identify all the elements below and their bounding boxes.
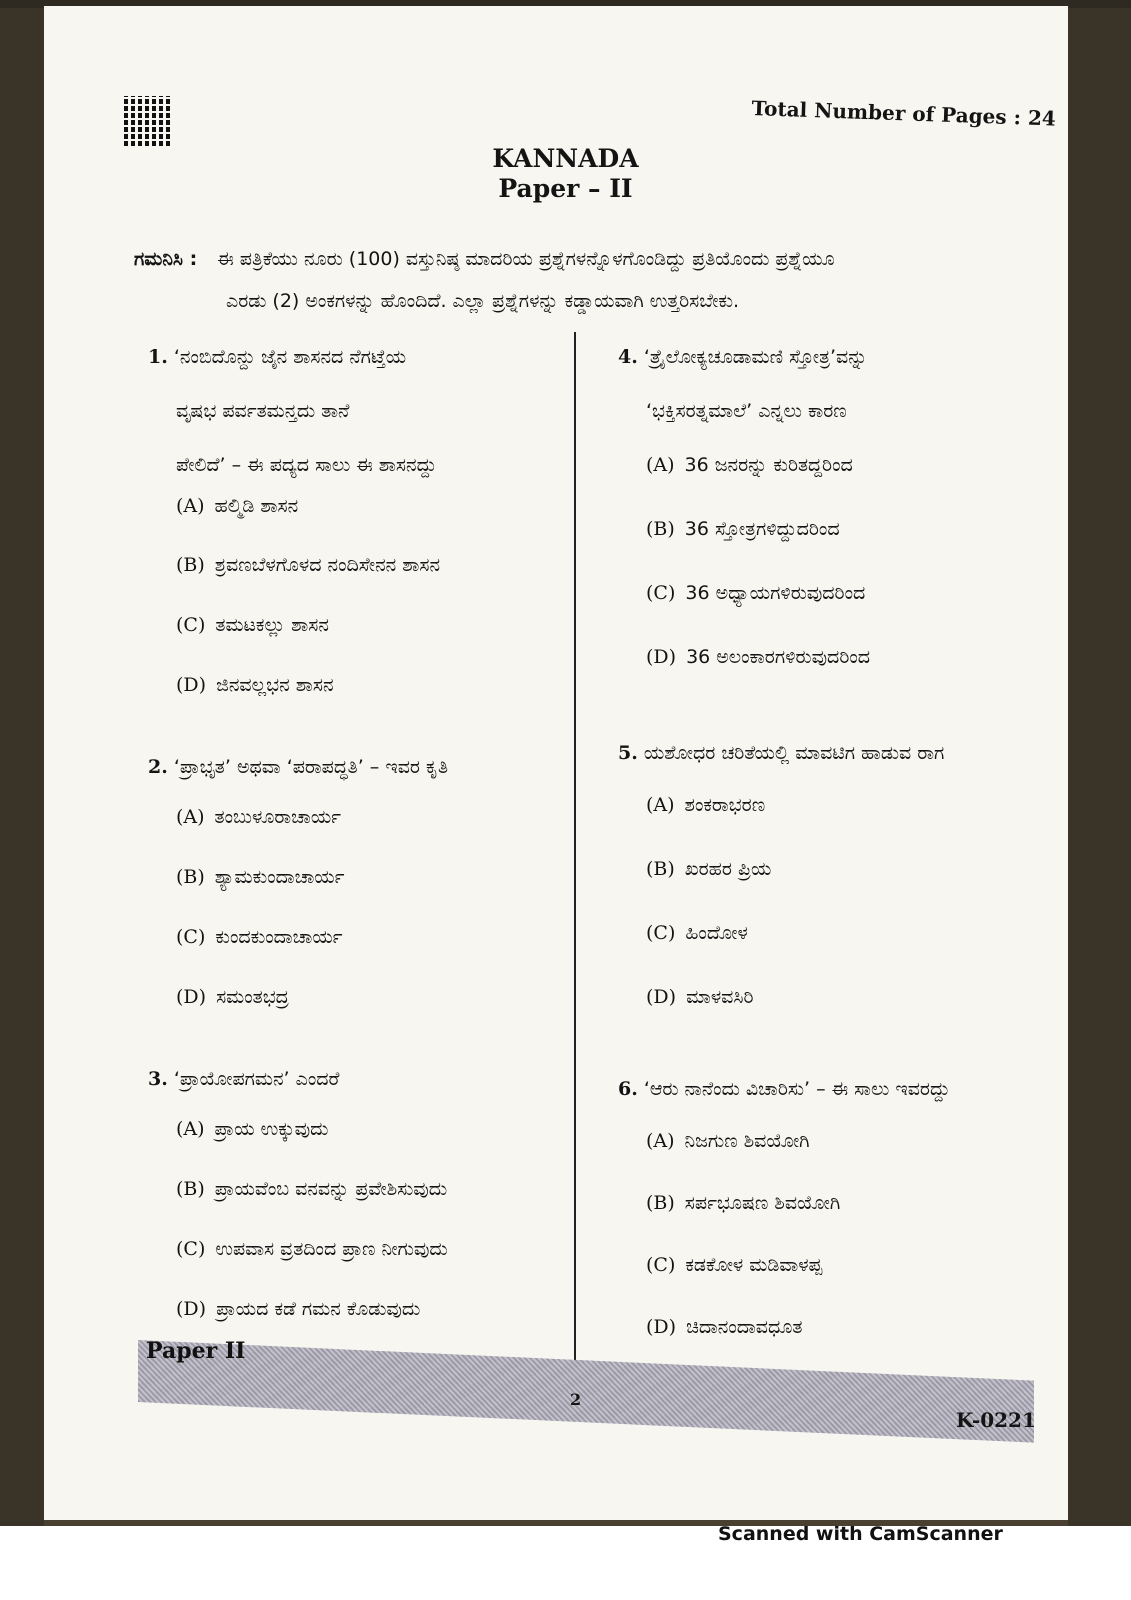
option-text: ಶ್ರವಣಬೆಳಗೊಳದ ನಂದಿಸೇನನ ಶಾಸನ [214, 554, 441, 576]
option-text: ಮಾಳವಸಿರಿ [686, 986, 754, 1008]
option-text: ಜಿನವಲ್ಲಭನ ಶಾಸನ [216, 674, 334, 696]
option-letter: (A) [176, 1118, 205, 1140]
option-letter: (C) [176, 1238, 206, 1260]
option-letter: (D) [646, 1316, 677, 1338]
question-line: ಯಶೋಧರ ಚರಿತೆಯಲ್ಲಿ ಮಾವಟಿಗ ಹಾಡುವ ರಾಗ [643, 742, 945, 764]
question-text [618, 1062, 1048, 1116]
option-text: ಪ್ರಾಯದ ಕಡೆ ಗಮನ ಕೊಡುವುದು [216, 1298, 421, 1320]
page-number: 2 [570, 1390, 582, 1409]
option-text: ಖರಹರ ಪ್ರಿಯ [684, 858, 772, 880]
option-c[interactable] [646, 1254, 822, 1276]
option-c[interactable] [646, 922, 748, 944]
option-text: ಶಂಕರಾಭರಣ [684, 794, 766, 816]
barcode-icon [124, 96, 170, 146]
question-line: ವೃಷಭ ಪರ್ವತಮನ್ತದು ತಾನೆ [176, 400, 350, 422]
question-1 [148, 330, 558, 696]
option-letter: (A) [646, 1130, 675, 1152]
option-letter: (B) [646, 1192, 675, 1214]
option-c[interactable] [646, 582, 865, 604]
option-d[interactable] [646, 986, 753, 1008]
option-letter: (C) [646, 1254, 676, 1276]
paper-title: Paper – II [498, 174, 633, 203]
option-text: 36 ಅಧ್ಯಾಯಗಳಿರುವುದರಿಂದ [685, 582, 866, 604]
option-text: ಚಿದಾನಂದಾವಧೂತ [686, 1316, 803, 1338]
option-letter: (A) [176, 495, 205, 517]
option-text: 36 ಸ್ತೋತ್ರಗಳಿದ್ದುದರಿಂದ [684, 518, 840, 540]
instructions-line-1: ಈ ಪತ್ರಿಕೆಯು ನೂರು (100) ವಸ್ತುನಿಷ್ಠ ಮಾದರಿಯ ಪ್ರಶ್ನೆಗಳನ್ನೊಳಗೊಂಡಿದ್ದು ಪ್ರತಿಯೊಂದು ಪ್ರಶ್ನೆಯೂ [217, 248, 835, 270]
option-a[interactable] [176, 1118, 328, 1140]
option-text: ತಂಬುಳೂರಾಚಾರ್ಯ [214, 806, 342, 828]
option-letter: (D) [646, 646, 677, 668]
option-letter: (D) [646, 986, 677, 1008]
option-text: ಸಮಂತಭದ್ರ [216, 986, 289, 1008]
option-d[interactable] [176, 986, 289, 1008]
question-2 [148, 740, 558, 1008]
question-line: ‘ಪ್ರಾಯೋಪಗಮನ’ ಎಂದರೆ [173, 1068, 340, 1090]
question-6 [618, 1062, 1048, 1338]
option-a[interactable] [176, 495, 298, 517]
footer-paper-label: Paper II [146, 1338, 246, 1364]
option-text: ಉಪವಾಸ ವ್ರತದಿಂದ ಪ್ರಾಣ ನೀಗುವುದು [215, 1238, 448, 1260]
option-b[interactable] [646, 1192, 840, 1214]
option-letter: (C) [646, 582, 676, 604]
option-b[interactable] [176, 554, 440, 576]
paper-code: K-0221 [956, 1408, 1036, 1432]
option-b[interactable] [176, 1178, 447, 1200]
option-letter: (B) [176, 1178, 205, 1200]
option-text: ಕುಂದಕುಂದಾಚಾರ್ಯ [215, 926, 343, 948]
option-letter: (A) [646, 454, 675, 476]
option-letter: (C) [176, 614, 206, 636]
option-letter: (A) [646, 794, 675, 816]
option-d[interactable] [176, 674, 334, 696]
question-line: ‘ನಂಬಿದೊನ್ದು ಜೈನ ಶಾಸನದ ನೆಗಟ್ತೆಯ [173, 346, 407, 368]
option-letter: (D) [176, 674, 207, 696]
option-a[interactable] [176, 806, 341, 828]
option-letter: (C) [176, 926, 206, 948]
question-number: 6. [618, 1078, 638, 1100]
option-a[interactable] [646, 1130, 810, 1152]
instructions-line-2: ಎರಡು (2) ಅಂಕಗಳನ್ನು ಹೊಂದಿದೆ. ಎಲ್ಲಾ ಪ್ರಶ್ನೆಗಳನ್ನು ಕಡ್ಡಾಯವಾಗಿ ಉತ್ತರಿಸಬೇಕು. [226, 290, 740, 312]
question-text [618, 330, 1048, 438]
instructions-label: ಗಮನಿಸಿ : [134, 248, 198, 270]
option-text: ಸರ್ಪಭೂಷಣ ಶಿವಯೋಗಿ [684, 1192, 841, 1214]
option-a[interactable] [646, 454, 853, 476]
question-number: 2. [148, 756, 168, 778]
question-line: ‘ತ್ರೈಲೋಕ್ಯಚೂಡಾಮಣಿ ಸ್ತೋತ್ರ’ವನ್ನು [643, 346, 868, 368]
option-text: ಶ್ಯಾಮಕುಂದಾಚಾರ್ಯ [214, 866, 345, 888]
question-3 [148, 1052, 558, 1320]
option-d[interactable] [646, 646, 870, 668]
question-text [148, 1052, 558, 1106]
option-b[interactable] [646, 518, 840, 540]
question-line: ‘ಆರು ನಾನೆಂದು ವಿಚಾರಿಸು’ – ಈ ಸಾಲು ಇವರದ್ದು [643, 1078, 951, 1100]
question-text [148, 330, 558, 492]
question-number: 5. [618, 742, 638, 764]
question-number: 1. [148, 346, 168, 368]
question-number: 4. [618, 346, 638, 368]
option-c[interactable] [176, 1238, 448, 1260]
option-d[interactable] [176, 1298, 420, 1320]
option-text: 36 ಜನರನ್ನು ಕುರಿತದ್ದರಿಂದ [684, 454, 853, 476]
column-divider [574, 332, 576, 1376]
option-text: ಕಡಕೋಳ ಮಡಿವಾಳಪ್ಪ [685, 1254, 823, 1276]
option-d[interactable] [646, 1316, 802, 1338]
instructions [134, 238, 1014, 322]
option-text: ನಿಜಗುಣ ಶಿವಯೋಗಿ [684, 1130, 810, 1152]
option-text: ತಮಟಕಲ್ಲು ಶಾಸನ [215, 614, 329, 636]
scanner-watermark: Scanned with CamScanner [718, 1523, 1003, 1545]
option-letter: (B) [646, 858, 675, 880]
option-letter: (D) [176, 1298, 207, 1320]
option-b[interactable] [176, 866, 344, 888]
option-letter: (D) [176, 986, 207, 1008]
option-text: ಪ್ರಾಯವೆಂಬ ವನವನ್ನು ಪ್ರವೇಶಿಸುವುದು [214, 1178, 448, 1200]
question-4 [618, 330, 1048, 668]
question-number: 3. [148, 1068, 168, 1090]
option-c[interactable] [176, 614, 329, 636]
option-letter: (B) [646, 518, 675, 540]
question-line: ಪೇಲಿದೆ’ – ಈ ಪದ್ಯದ ಸಾಲು ಈ ಶಾಸನದ್ದು [176, 454, 437, 476]
subject-title: KANNADA [492, 144, 639, 173]
option-a[interactable] [646, 794, 765, 816]
question-text [148, 740, 558, 794]
question-line: ‘ಪ್ರಾಭೃತ’ ಅಥವಾ ‘ಪರಾಪದ್ಧತಿ’ – ಇವರ ಕೃತಿ [173, 756, 449, 778]
option-text: ಹಿಂದೋಳ [685, 922, 748, 944]
question-text [618, 726, 1048, 780]
option-b[interactable] [646, 858, 771, 880]
option-letter: (C) [646, 922, 676, 944]
option-text: 36 ಅಲಂಕಾರಗಳಿರುವುದರಿಂದ [686, 646, 871, 668]
option-text: ಹಲ್ಮಿಡಿ ಶಾಸನ [214, 495, 299, 517]
option-letter: (B) [176, 866, 205, 888]
option-letter: (A) [176, 806, 205, 828]
total-pages: Total Number of Pages : 24 [751, 96, 1057, 131]
question-line: ‘ಭಕ್ತಿಸರತ್ನಮಾಲೆ’ ಎನ್ನಲು ಕಾರಣ [646, 400, 847, 422]
question-5 [618, 726, 1048, 1008]
option-text: ಪ್ರಾಯ ಉಕ್ಕುವುದು [214, 1118, 329, 1140]
option-letter: (B) [176, 554, 205, 576]
option-c[interactable] [176, 926, 343, 948]
